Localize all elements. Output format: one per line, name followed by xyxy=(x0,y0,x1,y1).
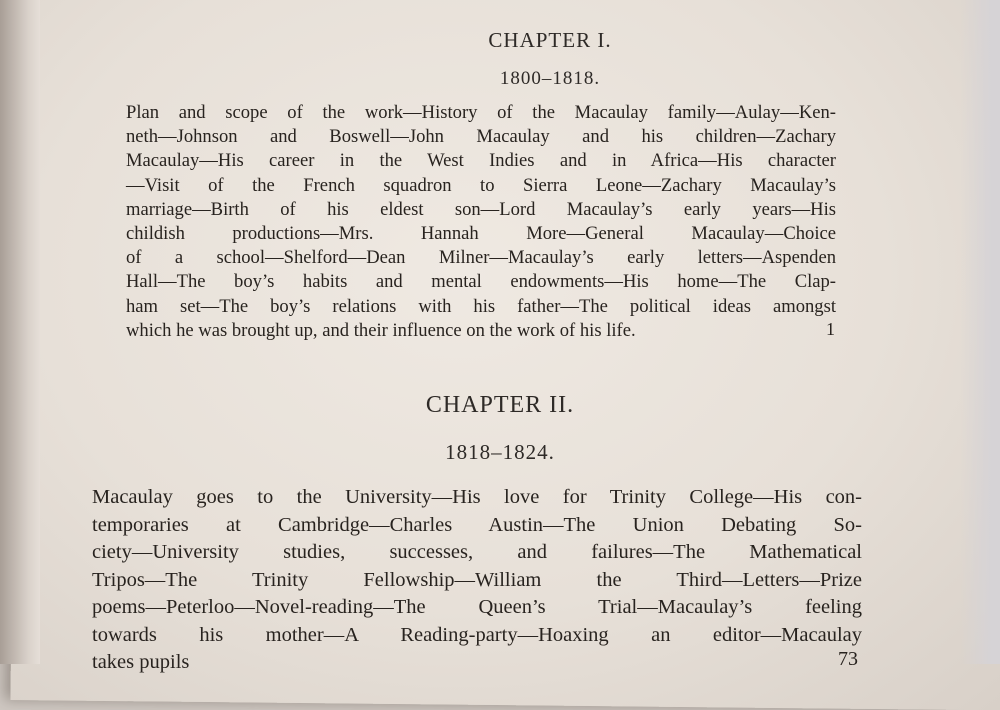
summary-line: Macaulay goes to the University—His love for Trinity College—His con- xyxy=(92,486,862,508)
summary-line: takes pupils xyxy=(92,651,190,673)
summary-line: poems—Peterloo—Novel-reading—The Queen’s Trial—Macaulay’s feeling xyxy=(92,596,862,618)
summary-line: towards his mother—A Reading-party—Hoaxing an editor—Macaulay xyxy=(92,623,862,646)
page-left-edge xyxy=(0,0,40,664)
chapter-1-summary xyxy=(126,101,836,343)
summary-line: neth—Johnson and Boswell—John Macaulay and his children—Zachary xyxy=(126,126,836,148)
summary-line: Plan and scope of the work—History of the Macaulay family—Aulay—Ken- xyxy=(126,102,836,123)
summary-line: of a school—Shelford—Dean Milner—Macaulay’s early letters—Aspenden xyxy=(126,247,836,269)
summary-line: Macaulay—His career in the West Indies and in Africa—His character xyxy=(126,150,836,172)
chapter-1-page-number: 1 xyxy=(826,319,835,339)
summary-line: Tripos—The Trinity Fellowship—William the Third—Letters—Prize xyxy=(92,568,862,591)
page-right-edge xyxy=(960,0,1000,664)
chapter-1-dates: 1800–1818. xyxy=(499,68,601,89)
summary-line: —Visit of the French squadron to Sierra Leone—Zachary Macaulay’s xyxy=(126,174,836,196)
summary-line: ham set—The boy’s relations with his father—The political ideas amongst xyxy=(126,295,836,317)
chapter-2-summary xyxy=(92,484,862,677)
chapter-2-page-number: 73 xyxy=(838,648,858,670)
chapter-2-dates: 1818–1824. xyxy=(445,440,555,464)
summary-line: childish productions—Mrs. Hannah More—General Macaulay—Choice xyxy=(126,223,836,245)
summary-line: ciety—University studies, successes, and failures—The Mathematical xyxy=(92,541,862,563)
summary-line: marriage—Birth of his eldest son—Lord Macaulay’s early years—His xyxy=(126,198,836,220)
summary-line: which he was brought up, and their influence on the work of his life. xyxy=(126,319,636,341)
summary-line: temporaries at Cambridge—Charles Austin—The Union Debating So- xyxy=(92,513,862,536)
summary-line: Hall—The boy’s habits and mental endowments—His home—The Clap- xyxy=(126,271,836,293)
chapter-2-title: CHAPTER II. xyxy=(425,392,575,418)
chapter-1-title: CHAPTER I. xyxy=(488,28,612,52)
